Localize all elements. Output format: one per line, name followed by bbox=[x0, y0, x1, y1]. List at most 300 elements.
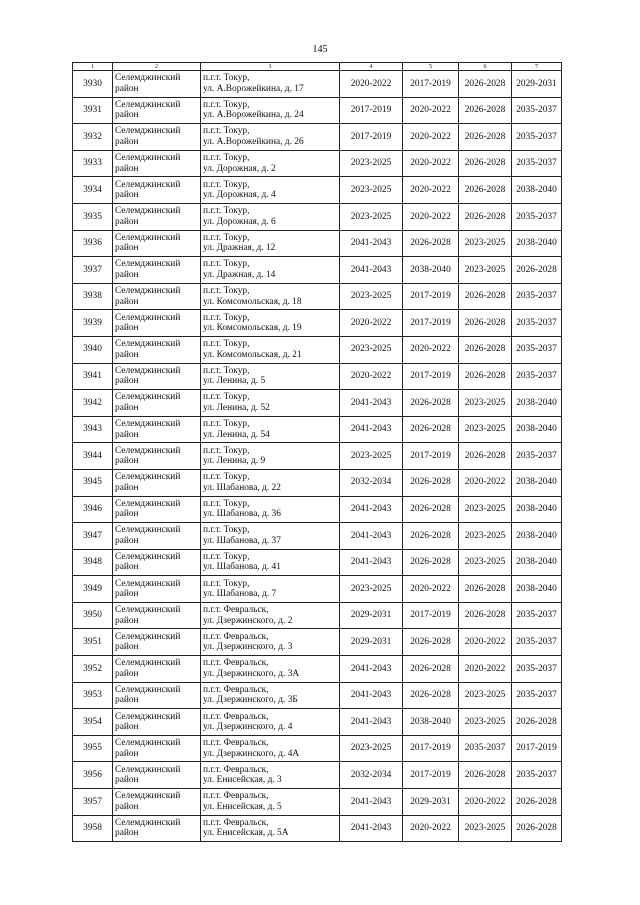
period-cell: 2026-2028 bbox=[403, 523, 459, 550]
row-number-cell: 3954 bbox=[73, 709, 113, 736]
address-line: п.г.т. Токур, bbox=[203, 232, 250, 243]
period-cell: 2020-2022 bbox=[340, 71, 403, 98]
period-cell: 2035-2037 bbox=[512, 310, 562, 337]
district-name-line: Селемджинский bbox=[115, 684, 181, 695]
row-number-cell: 3951 bbox=[73, 629, 113, 656]
period-cell: 2035-2037 bbox=[512, 97, 562, 124]
district-name-line: район bbox=[115, 535, 139, 546]
period-cell: 2023-2025 bbox=[459, 549, 512, 576]
district-name-line: Селемджинский bbox=[115, 392, 181, 403]
period-cell: 2023-2025 bbox=[459, 230, 512, 257]
period-cell: 2041-2043 bbox=[340, 656, 403, 683]
period-cell: 2017-2019 bbox=[403, 735, 459, 762]
district-name-line: Селемджинский bbox=[115, 738, 181, 749]
address-cell bbox=[201, 177, 340, 204]
district-name-line: район bbox=[115, 296, 139, 307]
district-name-line: Селемджинский bbox=[115, 419, 181, 430]
address-line: п.г.т. Токур, bbox=[203, 73, 250, 84]
period-cell: 2017-2019 bbox=[403, 310, 459, 337]
address-line: п.г.т. Токур, bbox=[203, 392, 250, 403]
period-cell: 2023-2025 bbox=[459, 390, 512, 417]
period-cell: 2032-2034 bbox=[340, 762, 403, 789]
period-cell: 2026-2028 bbox=[459, 97, 512, 124]
address-cell bbox=[201, 416, 340, 443]
period-cell: 2035-2037 bbox=[512, 150, 562, 177]
district-name-line: Селемджинский bbox=[115, 153, 181, 164]
district-cell bbox=[113, 656, 201, 683]
district-name-line: Селемджинский bbox=[115, 339, 181, 350]
address-cell bbox=[201, 496, 340, 523]
page-number: 145 bbox=[312, 44, 328, 55]
row-number-cell: 3932 bbox=[73, 124, 113, 151]
district-cell bbox=[113, 230, 201, 257]
district-cell bbox=[113, 150, 201, 177]
district-name-line: район bbox=[115, 216, 139, 227]
period-cell: 2038-2040 bbox=[403, 257, 459, 284]
period-cell: 2023-2025 bbox=[459, 682, 512, 709]
period-cell: 2026-2028 bbox=[512, 709, 562, 736]
district-name-line: район bbox=[115, 562, 139, 573]
district-name-line: район bbox=[115, 163, 139, 174]
period-cell: 2026-2028 bbox=[459, 576, 512, 603]
period-cell: 2035-2037 bbox=[512, 629, 562, 656]
period-cell: 2041-2043 bbox=[340, 523, 403, 550]
period-cell: 2026-2028 bbox=[459, 762, 512, 789]
address-line: ул. Шабанова, д. 41 bbox=[203, 562, 281, 573]
table-body bbox=[73, 71, 562, 842]
address-line: ул. Комсомольская, д. 21 bbox=[203, 349, 302, 360]
row-number-cell: 3934 bbox=[73, 177, 113, 204]
address-line: п.г.т. Токур, bbox=[203, 525, 250, 536]
district-cell bbox=[113, 336, 201, 363]
district-name-line: Селемджинский bbox=[115, 472, 181, 483]
district-cell bbox=[113, 709, 201, 736]
period-cell: 2041-2043 bbox=[340, 496, 403, 523]
period-cell: 2041-2043 bbox=[340, 682, 403, 709]
period-cell: 2026-2028 bbox=[403, 682, 459, 709]
row-number-cell: 3952 bbox=[73, 656, 113, 683]
column-number: 5 bbox=[403, 63, 459, 71]
address-cell bbox=[201, 523, 340, 550]
period-cell: 2038-2040 bbox=[512, 230, 562, 257]
address-cell bbox=[201, 283, 340, 310]
address-cell bbox=[201, 363, 340, 390]
table-row bbox=[73, 363, 562, 390]
district-name-line: район bbox=[115, 243, 139, 254]
row-number-cell: 3956 bbox=[73, 762, 113, 789]
period-cell: 2017-2019 bbox=[403, 71, 459, 98]
period-cell: 2023-2025 bbox=[340, 177, 403, 204]
period-cell: 2020-2022 bbox=[403, 97, 459, 124]
district-cell bbox=[113, 124, 201, 151]
period-cell: 2020-2022 bbox=[459, 656, 512, 683]
address-cell bbox=[201, 150, 340, 177]
district-cell bbox=[113, 390, 201, 417]
district-cell bbox=[113, 629, 201, 656]
period-cell: 2020-2022 bbox=[403, 124, 459, 151]
address-cell bbox=[201, 602, 340, 629]
table-row bbox=[73, 496, 562, 523]
period-cell: 2029-2031 bbox=[403, 789, 459, 816]
period-cell: 2026-2028 bbox=[403, 230, 459, 257]
district-name-line: Селемджинский bbox=[115, 232, 181, 243]
table-row bbox=[73, 257, 562, 284]
period-cell: 2026-2028 bbox=[459, 124, 512, 151]
address-line: ул. Дзержинского, д. 3 bbox=[203, 642, 293, 653]
address-cell bbox=[201, 682, 340, 709]
address-line: ул. Дзержинского, д. 3А bbox=[203, 668, 300, 679]
district-name-line: Селемджинский bbox=[115, 551, 181, 562]
address-line: ул. Дзержинского, д. 4 bbox=[203, 722, 293, 733]
address-line: п.г.т. Февральск, bbox=[203, 711, 269, 722]
period-cell: 2029-2031 bbox=[340, 629, 403, 656]
period-cell: 2023-2025 bbox=[340, 150, 403, 177]
table-row bbox=[73, 230, 562, 257]
district-cell bbox=[113, 469, 201, 496]
period-cell: 2041-2043 bbox=[340, 789, 403, 816]
district-cell bbox=[113, 283, 201, 310]
period-cell: 2026-2028 bbox=[459, 363, 512, 390]
row-number-cell: 3953 bbox=[73, 682, 113, 709]
housing-repair-schedule-table bbox=[72, 62, 562, 842]
district-name-line: Селемджинский bbox=[115, 791, 181, 802]
address-cell bbox=[201, 390, 340, 417]
address-line: ул. Дзержинского, д. 4А bbox=[203, 748, 300, 759]
row-number-cell: 3939 bbox=[73, 310, 113, 337]
district-name-line: Селемджинский bbox=[115, 711, 181, 722]
period-cell: 2041-2043 bbox=[340, 257, 403, 284]
district-name-line: Селемджинский bbox=[115, 498, 181, 509]
address-line: п.г.т. Февральск, bbox=[203, 605, 269, 616]
period-cell: 2023-2025 bbox=[340, 336, 403, 363]
address-line: п.г.т. Токур, bbox=[203, 286, 250, 297]
period-cell: 2035-2037 bbox=[512, 682, 562, 709]
period-cell: 2038-2040 bbox=[512, 177, 562, 204]
period-cell: 2020-2022 bbox=[459, 629, 512, 656]
period-cell: 2026-2028 bbox=[403, 416, 459, 443]
row-number-cell: 3947 bbox=[73, 523, 113, 550]
table-row bbox=[73, 602, 562, 629]
period-cell: 2020-2022 bbox=[403, 815, 459, 842]
address-cell bbox=[201, 735, 340, 762]
period-cell: 2020-2022 bbox=[459, 789, 512, 816]
address-line: п.г.т. Февральск, bbox=[203, 684, 269, 695]
row-number-cell: 3955 bbox=[73, 735, 113, 762]
table-row bbox=[73, 629, 562, 656]
table-row bbox=[73, 549, 562, 576]
table-row bbox=[73, 443, 562, 470]
period-cell: 2026-2028 bbox=[403, 656, 459, 683]
district-name-line: Селемджинский bbox=[115, 259, 181, 270]
district-name-line: район bbox=[115, 775, 139, 786]
district-cell bbox=[113, 363, 201, 390]
address-cell bbox=[201, 789, 340, 816]
period-cell: 2026-2028 bbox=[459, 203, 512, 230]
period-cell: 2020-2022 bbox=[403, 576, 459, 603]
period-cell: 2041-2043 bbox=[340, 549, 403, 576]
district-cell bbox=[113, 203, 201, 230]
period-cell: 2035-2037 bbox=[512, 203, 562, 230]
address-line: ул. Шабанова, д. 22 bbox=[203, 482, 281, 493]
district-name-line: район bbox=[115, 668, 139, 679]
address-line: п.г.т. Токур, bbox=[203, 153, 250, 164]
period-cell: 2026-2028 bbox=[403, 390, 459, 417]
district-cell bbox=[113, 416, 201, 443]
address-cell bbox=[201, 230, 340, 257]
district-name-line: Селемджинский bbox=[115, 445, 181, 456]
table-row bbox=[73, 416, 562, 443]
period-cell: 2017-2019 bbox=[340, 97, 403, 124]
district-name-line: район bbox=[115, 402, 139, 413]
district-name-line: район bbox=[115, 136, 139, 147]
district-name-line: Селемджинский bbox=[115, 73, 181, 84]
district-name-line: Селемджинский bbox=[115, 525, 181, 536]
address-line: ул. А.Ворожейкина, д. 17 bbox=[203, 83, 304, 94]
address-line: п.г.т. Токур, bbox=[203, 551, 250, 562]
table-row bbox=[73, 177, 562, 204]
district-name-line: Селемджинский bbox=[115, 365, 181, 376]
period-cell: 2038-2040 bbox=[512, 496, 562, 523]
period-cell: 2020-2022 bbox=[403, 177, 459, 204]
period-cell: 2023-2025 bbox=[340, 203, 403, 230]
address-line: ул. Енисейская, д. 3 bbox=[203, 775, 282, 786]
period-cell: 2026-2028 bbox=[459, 71, 512, 98]
address-line: п.г.т. Токур, bbox=[203, 206, 250, 217]
table-row bbox=[73, 97, 562, 124]
address-line: п.г.т. Токур, bbox=[203, 419, 250, 430]
address-line: п.г.т. Токур, bbox=[203, 339, 250, 350]
period-cell: 2026-2028 bbox=[403, 629, 459, 656]
address-line: п.г.т. Февральск, bbox=[203, 764, 269, 775]
period-cell: 2035-2037 bbox=[459, 735, 512, 762]
period-cell: 2023-2025 bbox=[340, 576, 403, 603]
district-name-line: район bbox=[115, 190, 139, 201]
period-cell: 2035-2037 bbox=[512, 336, 562, 363]
column-number: 3 bbox=[201, 63, 340, 71]
address-line: п.г.т. Токур, bbox=[203, 498, 250, 509]
address-line: ул. А.Ворожейкина, д. 26 bbox=[203, 136, 304, 147]
period-cell: 2026-2028 bbox=[459, 602, 512, 629]
district-name-line: район bbox=[115, 748, 139, 759]
row-number-cell: 3948 bbox=[73, 549, 113, 576]
district-name-line: район bbox=[115, 801, 139, 812]
address-cell bbox=[201, 336, 340, 363]
address-line: п.г.т. Токур, bbox=[203, 312, 250, 323]
table-row bbox=[73, 203, 562, 230]
table-row bbox=[73, 762, 562, 789]
address-line: ул. Ленина, д. 54 bbox=[203, 429, 270, 440]
district-name-line: район bbox=[115, 269, 139, 280]
address-cell bbox=[201, 443, 340, 470]
district-name-line: район bbox=[115, 429, 139, 440]
period-cell: 2026-2028 bbox=[459, 150, 512, 177]
table-row bbox=[73, 709, 562, 736]
period-cell: 2020-2022 bbox=[403, 150, 459, 177]
district-name-line: Селемджинский bbox=[115, 312, 181, 323]
period-cell: 2023-2025 bbox=[459, 523, 512, 550]
table-row bbox=[73, 789, 562, 816]
row-number-cell: 3944 bbox=[73, 443, 113, 470]
address-cell bbox=[201, 762, 340, 789]
period-cell: 2041-2043 bbox=[340, 390, 403, 417]
address-line: п.г.т. Токур, bbox=[203, 99, 250, 110]
district-name-line: район bbox=[115, 615, 139, 626]
column-number: 1 bbox=[73, 63, 113, 71]
period-cell: 2017-2019 bbox=[403, 283, 459, 310]
district-name-line: район bbox=[115, 110, 139, 121]
period-cell: 2026-2028 bbox=[403, 549, 459, 576]
district-name-line: Селемджинский bbox=[115, 658, 181, 669]
period-cell: 2017-2019 bbox=[340, 124, 403, 151]
district-cell bbox=[113, 496, 201, 523]
column-number: 4 bbox=[340, 63, 403, 71]
address-line: п.г.т. Токур, bbox=[203, 578, 250, 589]
address-line: ул. Комсомольская, д. 18 bbox=[203, 296, 302, 307]
column-number: 7 bbox=[512, 63, 562, 71]
district-cell bbox=[113, 735, 201, 762]
address-line: ул. Дражная, д. 12 bbox=[203, 243, 276, 254]
period-cell: 2035-2037 bbox=[512, 283, 562, 310]
period-cell: 2035-2037 bbox=[512, 363, 562, 390]
row-number-cell: 3942 bbox=[73, 390, 113, 417]
row-number-cell: 3950 bbox=[73, 602, 113, 629]
district-name-line: район bbox=[115, 482, 139, 493]
period-cell: 2038-2040 bbox=[512, 390, 562, 417]
district-cell bbox=[113, 310, 201, 337]
address-cell bbox=[201, 815, 340, 842]
period-cell: 2026-2028 bbox=[512, 789, 562, 816]
period-cell: 2023-2025 bbox=[459, 416, 512, 443]
table-row bbox=[73, 310, 562, 337]
table-row bbox=[73, 283, 562, 310]
period-cell: 2017-2019 bbox=[403, 443, 459, 470]
address-line: ул. Шабанова, д. 36 bbox=[203, 509, 281, 520]
period-cell: 2038-2040 bbox=[512, 576, 562, 603]
address-line: ул. Дорожная, д. 2 bbox=[203, 163, 276, 174]
district-name-line: Селемджинский bbox=[115, 764, 181, 775]
period-cell: 2023-2025 bbox=[340, 283, 403, 310]
district-name-line: Селемджинский bbox=[115, 817, 181, 828]
address-line: ул. Дорожная, д. 6 bbox=[203, 216, 276, 227]
period-cell: 2023-2025 bbox=[459, 709, 512, 736]
address-cell bbox=[201, 97, 340, 124]
period-cell: 2035-2037 bbox=[512, 656, 562, 683]
address-line: ул. Шабанова, д. 37 bbox=[203, 535, 281, 546]
row-number-cell: 3940 bbox=[73, 336, 113, 363]
table-row bbox=[73, 523, 562, 550]
address-cell bbox=[201, 310, 340, 337]
table-row bbox=[73, 815, 562, 842]
address-cell bbox=[201, 629, 340, 656]
row-number-cell: 3943 bbox=[73, 416, 113, 443]
district-cell bbox=[113, 177, 201, 204]
period-cell: 2041-2043 bbox=[340, 416, 403, 443]
table-row bbox=[73, 656, 562, 683]
row-number-cell: 3949 bbox=[73, 576, 113, 603]
district-cell bbox=[113, 576, 201, 603]
address-line: ул. Енисейская, д. 5 bbox=[203, 801, 282, 812]
period-cell: 2020-2022 bbox=[403, 336, 459, 363]
district-name-line: Селемджинский bbox=[115, 605, 181, 616]
period-cell: 2035-2037 bbox=[512, 762, 562, 789]
table-row bbox=[73, 735, 562, 762]
period-cell: 2017-2019 bbox=[403, 602, 459, 629]
row-number-cell: 3937 bbox=[73, 257, 113, 284]
period-cell: 2026-2028 bbox=[512, 257, 562, 284]
address-line: п.г.т. Токур, bbox=[203, 365, 250, 376]
row-number-cell: 3957 bbox=[73, 789, 113, 816]
period-cell: 2038-2040 bbox=[512, 416, 562, 443]
district-cell bbox=[113, 762, 201, 789]
district-name-line: район bbox=[115, 349, 139, 360]
address-cell bbox=[201, 203, 340, 230]
column-number-row bbox=[73, 63, 562, 71]
district-name-line: район bbox=[115, 83, 139, 94]
column-number: 2 bbox=[113, 63, 201, 71]
period-cell: 2026-2028 bbox=[459, 336, 512, 363]
period-cell: 2041-2043 bbox=[340, 230, 403, 257]
period-cell: 2041-2043 bbox=[340, 815, 403, 842]
address-line: п.г.т. Февральск, bbox=[203, 738, 269, 749]
period-cell: 2020-2022 bbox=[340, 310, 403, 337]
row-number-cell: 3930 bbox=[73, 71, 113, 98]
district-name-line: Селемджинский bbox=[115, 99, 181, 110]
table-row bbox=[73, 469, 562, 496]
table-row bbox=[73, 682, 562, 709]
row-number-cell: 3945 bbox=[73, 469, 113, 496]
period-cell: 2035-2037 bbox=[512, 124, 562, 151]
period-cell: 2023-2025 bbox=[459, 257, 512, 284]
district-cell bbox=[113, 523, 201, 550]
district-name-line: Селемджинский bbox=[115, 578, 181, 589]
row-number-cell: 3958 bbox=[73, 815, 113, 842]
address-line: ул. Дзержинского, д. 3Б bbox=[203, 695, 298, 706]
address-line: п.г.т. Февральск, bbox=[203, 658, 269, 669]
address-line: п.г.т. Февральск, bbox=[203, 791, 269, 802]
period-cell: 2026-2028 bbox=[403, 496, 459, 523]
period-cell: 2032-2034 bbox=[340, 469, 403, 496]
period-cell: 2026-2028 bbox=[512, 815, 562, 842]
address-line: п.г.т. Токур, bbox=[203, 472, 250, 483]
period-cell: 2038-2040 bbox=[512, 523, 562, 550]
period-cell: 2017-2019 bbox=[403, 363, 459, 390]
row-number-cell: 3931 bbox=[73, 97, 113, 124]
period-cell: 2017-2019 bbox=[403, 762, 459, 789]
district-cell bbox=[113, 602, 201, 629]
period-cell: 2035-2037 bbox=[512, 443, 562, 470]
district-cell bbox=[113, 97, 201, 124]
district-cell bbox=[113, 71, 201, 98]
period-cell: 2038-2040 bbox=[512, 549, 562, 576]
period-cell: 2023-2025 bbox=[459, 496, 512, 523]
period-cell: 2026-2028 bbox=[459, 283, 512, 310]
period-cell: 2023-2025 bbox=[340, 735, 403, 762]
period-cell: 2026-2028 bbox=[459, 177, 512, 204]
address-line: ул. Дражная, д. 14 bbox=[203, 269, 276, 280]
period-cell: 2020-2022 bbox=[403, 203, 459, 230]
address-line: ул. Дзержинского, д. 2 bbox=[203, 615, 293, 626]
district-name-line: Селемджинский bbox=[115, 179, 181, 190]
address-line: п.г.т. Февральск, bbox=[203, 631, 269, 642]
district-name-line: район bbox=[115, 509, 139, 520]
column-number: 6 bbox=[459, 63, 512, 71]
district-name-line: район bbox=[115, 828, 139, 839]
table-row bbox=[73, 150, 562, 177]
address-cell bbox=[201, 549, 340, 576]
address-line: ул. Ленина, д. 9 bbox=[203, 456, 266, 467]
table-row bbox=[73, 124, 562, 151]
address-line: п.г.т. Февральск, bbox=[203, 817, 269, 828]
